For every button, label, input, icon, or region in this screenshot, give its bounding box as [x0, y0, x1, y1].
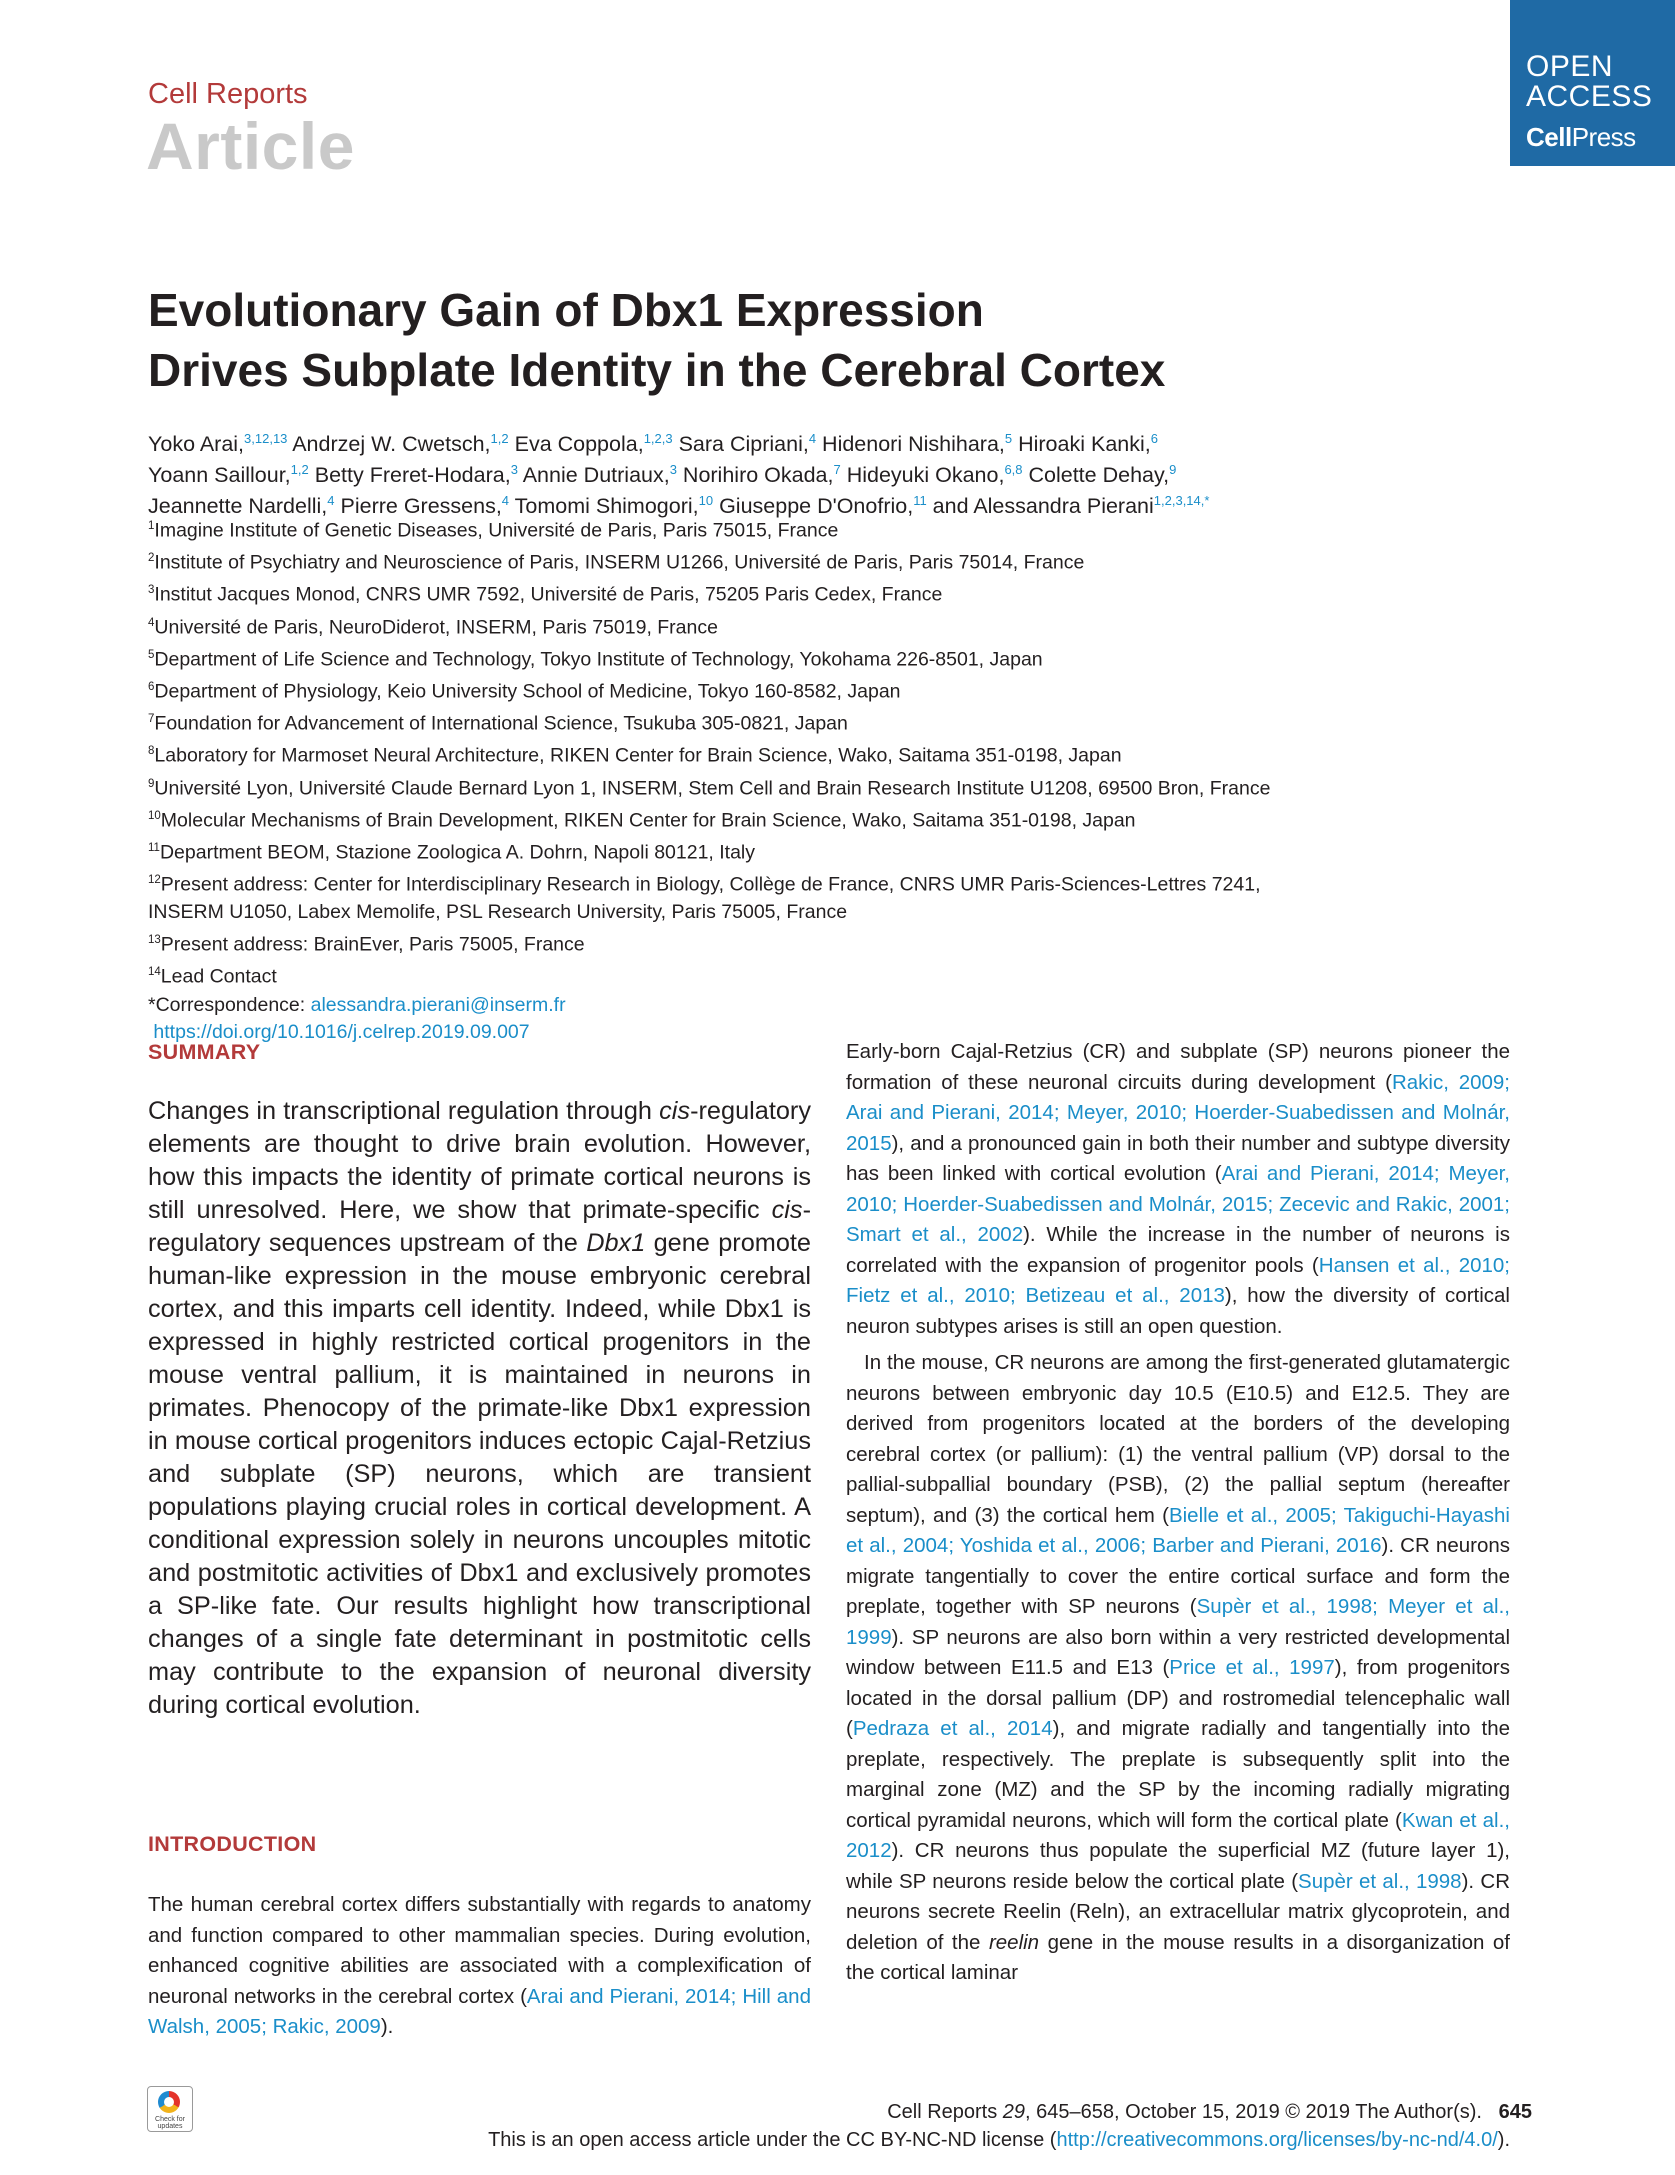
affiliation: $^7$Foundation for Advancement of International Science, Tsukuba 305-0821, Japan	[148, 712, 848, 735]
author[interactable]: Colette Dehay,$^9$	[1022, 462, 1177, 488]
check-for-updates-icon[interactable]: Check for updates	[147, 2086, 193, 2132]
affiliation: $^{13}$Present address: BrainEver, Paris 75005, France	[148, 933, 585, 956]
author[interactable]: Sara Cipriani,$^4$	[672, 431, 817, 457]
affiliation: $^{11}$Department BEOM, Stazione Zoologica A. Dohrn, Napoli 80121, Italy	[148, 841, 756, 864]
reference-link[interactable]: Supèr et al., 1998	[1298, 1869, 1462, 1893]
reference-link[interactable]: Hansen et al., 2010; Fietz et al., 2010; Betizeau et al., 2013	[846, 1253, 1510, 1307]
introduction-heading: INTRODUCTION	[148, 1832, 317, 1856]
badge-access-text: ACCESS	[1526, 80, 1653, 113]
cellpress-logo-cell: Cell	[1526, 122, 1572, 152]
author-list	[148, 426, 1478, 519]
cellpress-logo	[1526, 122, 1636, 153]
author[interactable]: Pierre Gressens,$^4$	[334, 493, 510, 519]
correspondence-label: *Correspondence:	[148, 993, 311, 1016]
author[interactable]: Yoann Saillour,$^{1,2}$	[148, 462, 309, 488]
reference-link[interactable]: Pedraza et al., 2014	[852, 1717, 1053, 1740]
reference-link[interactable]: Price et al., 1997	[1169, 1656, 1335, 1679]
author[interactable]: Annie Dutriaux,$^3$	[517, 462, 677, 488]
affiliation: $^{12}$Present address: Center for Interdisciplinary Research in Biology, Collège de France, CNRS UMR Paris-Sciences-Lettres 7241,	[148, 873, 1261, 896]
footer-citation: Cell Reports 29, 645–658, October 15, 2019 © 2019 The Author(s). 645	[887, 2101, 1532, 2123]
reference-link[interactable]: Arai and Pierani, 2014; Hill and Walsh, 2005; Rakic, 2009	[148, 1984, 811, 2038]
author[interactable]: Hiroaki Kanki,$^6$	[1012, 431, 1158, 457]
introduction-text: The human cerebral cortex differs substantially with regards to anatomy and function compared to other mammalian species. During evolution, enhanced cognitive abilities are associated with a complexification of neuronal networks in the cerebral cortex (Arai and Pierani, 2014; Hill and Walsh, 2005; Rakic, 2009).	[148, 1893, 811, 2038]
cellpress-logo-press: Press	[1571, 122, 1636, 152]
correspondence	[148, 992, 1498, 1020]
author[interactable]: Yoko Arai,$^{3,12,13}$	[148, 431, 288, 457]
title-line-1: Evolutionary Gain of Dbx1 Expression	[148, 284, 984, 336]
open-access-badge[interactable]	[1510, 0, 1675, 166]
reference-link[interactable]: Rakic, 2009; Arai and Pierani, 2014; Meyer, 2010; Hoerder-Suabedissen and Molnár, 2015	[846, 1070, 1510, 1155]
author[interactable]: Eva Coppola,$^{1,2,3}$	[508, 431, 673, 457]
author[interactable]: Hideyuki Okano,$^{6,8}$	[840, 462, 1023, 488]
summary-text: Changes in transcriptional regulation through cis-regulatory elements are thought to drive brain evolution. However, how this impacts the identity of primate cortical neurons is still unresolved. Here, we show that primate-specific cis-regulatory sequences upstream of the Dbx1 gene promote human-like expression in the mouse embryonic cerebral cortex, and this imparts cell identity. Indeed, while Dbx1 is expressed in highly restricted cortical progenitors in the mouse ventral pallium, it is maintained in neurons in primates. Phenocopy of the primate-like Dbx1 expression in mouse cortical progenitors induces ectopic Cajal-Retzius and subplate (SP) neurons, which are transient populations playing crucial roles in cortical development. A conditional expression solely in neurons uncouples mitotic and postmitotic activities of Dbx1 and exclusively promotes a SP-like fate. Our results highlight how transcriptional changes of a single fate determinant in postmitotic cells may contribute to the expansion of neuronal diversity during cortical evolution.	[148, 1097, 811, 1719]
license-link[interactable]: http://creativecommons.org/licenses/by-nc-nd/4.0/	[1056, 2129, 1498, 2151]
affiliation: $^6$Department of Physiology, Keio University School of Medicine, Tokyo 160-8582, Japan	[148, 680, 901, 703]
article-type-label: Article	[146, 109, 355, 183]
affiliation: $^5$Department of Life Science and Technology, Tokyo Institute of Technology, Yokohama 226-8501, Japan	[148, 648, 1043, 671]
reference-link[interactable]: Arai and Pierani, 2014; Meyer, 2010; Hoerder-Suabedissen and Molnár, 2015; Zecevic and Rakic, 2001; Smart et al., 2002	[846, 1162, 1510, 1246]
reference-link[interactable]: Supèr et al., 1998; Meyer et al., 1999	[846, 1595, 1510, 1649]
author[interactable]: Norihiro Okada,$^7$	[676, 462, 841, 488]
summary-heading: SUMMARY	[148, 1040, 261, 1064]
affiliation: $^3$Institut Jacques Monod, CNRS UMR 7592, Université de Paris, 75205 Paris Cedex, France	[148, 583, 943, 606]
author[interactable]: Betty Freret-Hodara,$^3$	[308, 462, 518, 488]
author[interactable]: Jeannette Nardelli,$^4$	[148, 493, 335, 519]
affiliation-list	[148, 513, 1498, 1047]
page-number: 645	[1498, 2101, 1532, 2123]
reference-link[interactable]: Bielle et al., 2005; Takiguchi-Hayashi et al., 2004; Yoshida et al., 2006; Barber and Pierani, 2016	[846, 1503, 1510, 1557]
affiliation: $^8$Laboratory for Marmoset Neural Architecture, RIKEN Center for Brain Science, Wako, Saitama 351-0198, Japan	[148, 744, 1122, 767]
author[interactable]: and Alessandra Pierani$^{1,2,3,14,*}$	[926, 493, 1210, 519]
journal-name: Cell Reports	[148, 78, 308, 110]
title-line-2: Drives Subplate Identity in the Cerebral Cortex	[148, 344, 1166, 396]
affiliation: INSERM U1050, Labex Memolife, PSL Research University, Paris 75005, France	[148, 901, 848, 924]
paragraph: Early-born Cajal-Retzius (CR) and subplate (SP) neurons pioneer the formation of these neuronal circuits during development (Rakic, 2009; Arai and Pierani, 2014; Meyer, 2010; Hoerder-Suabedissen and Molnár, 2015), and a pronounced gain in both their number and subtype diversity has been linked with cortical evolution (Arai and Pierani, 2014; Meyer, 2010; Hoerder-Suabedissen and Molnár, 2015; Zecevic and Rakic, 2001; Smart et al., 2002). While the increase in the number of neurons is correlated with the expansion of progenitor pools (Hansen et al., 2010; Fietz et al., 2010; Betizeau et al., 2013), how the diversity of cortical neuron subtypes arises is still an open question.	[846, 1040, 1510, 1338]
affiliation: $^2$Institute of Psychiatry and Neuroscience of Paris, INSERM U1266, Université de Paris, Paris 75014, France	[148, 551, 1085, 574]
affiliation: $^9$Université Lyon, Université Claude Bernard Lyon 1, INSERM, Stem Cell and Brain Research Institute U1208, 69500 Bron, France	[148, 777, 1271, 800]
author[interactable]: Tomomi Shimogori,$^{10}$	[509, 493, 714, 519]
footer-license: This is an open access article under the CC BY-NC-ND license (http://creativecommons.org/licenses/by-nc-nd/4.0/).	[488, 2129, 1510, 2151]
author[interactable]: Andrzej W. Cwetsch,$^{1,2}$	[287, 431, 509, 457]
affiliation: $^1$Imagine Institute of Genetic Diseases, Université de Paris, Paris 75015, France	[148, 519, 839, 542]
affiliation: $^{10}$Molecular Mechanisms of Brain Development, RIKEN Center for Brain Science, Wako, Saitama 351-0198, Japan	[148, 809, 1136, 832]
correspondence-email-link[interactable]: alessandra.pierani@inserm.fr	[310, 993, 566, 1016]
affiliation: $^4$Université de Paris, NeuroDiderot, INSERM, Paris 75019, France	[148, 616, 718, 639]
paragraph: In the mouse, CR neurons are among the first-generated glutamatergic neurons between embryonic day 10.5 (E10.5) and E12.5. They are derived from progenitors located at the borders of the developing cerebral cortex (or pallium): (1) the ventral pallium (VP) dorsal to the pallial-subpallial boundary (PSB), (2) the pallial septum (hereafter septum), and (3) the cortical hem (Bielle et al., 2005; Takiguchi-Hayashi et al., 2004; Yoshida et al., 2006; Barber and Pierani, 2016). CR neurons migrate tangentially to cover the entire cortical surface and form the preplate, together with SP neurons (Supèr et al., 1998; Meyer et al., 1999). SP neurons are also born within a very restricted developmental window between E11.5 and E13 (Price et al., 1997), from progenitors located in the dorsal pallium (DP) and rostromedial telencephalic wall (Pedraza et al., 2014), and migrate radially and tangentially into the preplate, respectively. The preplate is subsequently split into the marginal zone (MZ) and the SP by the incoming radially migrating cortical pyramidal neurons, which will form the cortical plate (Kwan et al., 2012). CR neurons thus populate the superficial MZ (future layer 1), while SP neurons reside below the cortical plate (Supèr et al., 1998). CR neurons secrete Reelin (Reln), an extracellular matrix glycoprotein, and deletion of the reelin gene in the mouse results in a disorganization of the cortical laminar	[846, 1351, 1511, 1984]
article-title	[148, 280, 1448, 400]
author[interactable]: Giuseppe D'Onofrio,$^{11}$	[713, 493, 927, 519]
reference-link[interactable]: Kwan et al., 2012	[846, 1808, 1510, 1862]
affiliation: $^{14}$Lead Contact	[148, 965, 277, 988]
badge-open-text: OPEN	[1526, 50, 1614, 83]
author[interactable]: Hidenori Nishihara,$^5$	[816, 431, 1013, 457]
right-column-body	[846, 1037, 1510, 1989]
doi-link[interactable]: https://doi.org/10.1016/j.celrep.2019.09.007	[153, 1021, 530, 1044]
